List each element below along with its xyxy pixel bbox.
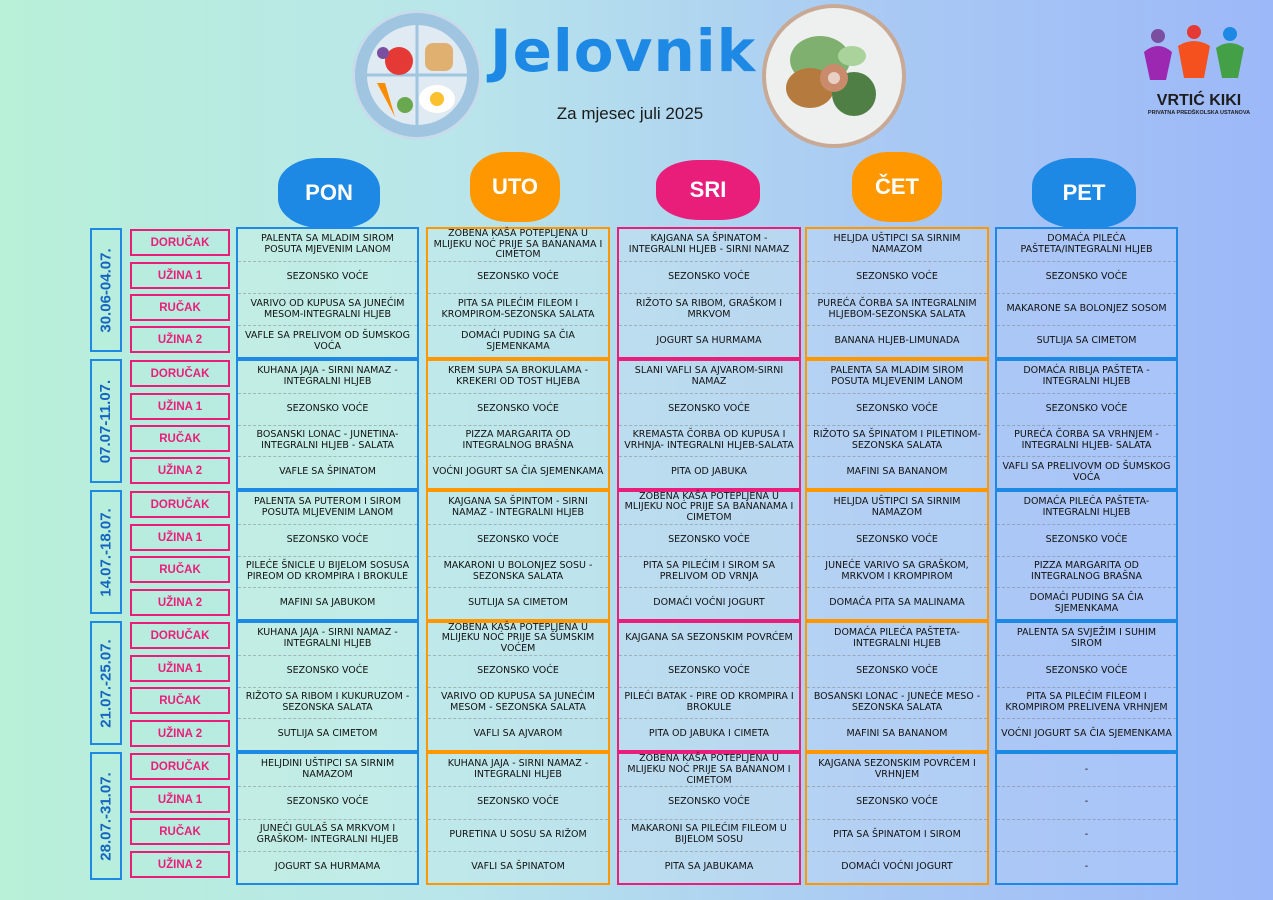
logo-tagline: PRIVATNA PREDŠKOLSKA USTANOVA (1147, 110, 1251, 116)
menu-item-lunch: VARIVO OD KUPUSA SA JUNEĆIM MESOM-INTEGRALNI HLJEB (238, 293, 417, 325)
menu-item-snack-2: SUTLIJA SA CIMETOM (428, 587, 608, 619)
day-header-wed (656, 160, 760, 220)
menu-item-breakfast: KAJGANA SA SEZONSKIM POVRĆEM (625, 632, 793, 644)
meal-label-snack-1: UŽINA 1 (130, 393, 230, 420)
menu-item-snack-2: VAFLI SA ŠPINATOM (428, 851, 608, 883)
menu-item-snack-2: PITA OD JABUKA (619, 456, 799, 488)
menu-item-snack-1: SEZONSKO VOĆE (428, 393, 608, 425)
week-block (236, 490, 419, 621)
menu-item-lunch: PITA SA PILEĆIM FILEOM I KROMPIROM PRELIVENA VRHNJEM (997, 687, 1176, 719)
menu-item-breakfast: PALENTA SA SVJEŽIM I SUHIM SIROM (1016, 626, 1157, 649)
menu-item-breakfast: HELJDA UŠTIPCI SA SIRNIM NAMAZOM (833, 495, 961, 518)
menu-item-snack-1: SEZONSKO VOĆE (238, 524, 417, 556)
meal-label-lunch: RUČAK (130, 556, 230, 583)
menu-item-snack-1: SEZONSKO VOĆE (238, 393, 417, 425)
meal-label-snack-2: UŽINA 2 (130, 720, 230, 747)
week-block (805, 621, 989, 752)
menu-item-snack-1: SEZONSKO VOĆE (428, 261, 608, 293)
menu-item-snack-2: JOGURT SA HURMAMA (238, 851, 417, 883)
menu-item-breakfast: KUHANA JAJA - SIRNI NAMAZ - INTEGRALNI HLJEB (257, 626, 398, 649)
menu-item-lunch: - (997, 819, 1176, 851)
menu-column-fri (995, 227, 1178, 885)
menu-item-breakfast: DOMAĆA PILEĆA PAŠTETA-INTEGRALNI HLJEB (1023, 495, 1150, 518)
menu-item-breakfast: KREM SUPA SA BROKULAMA - KREKERI OD TOST HLJEBA (447, 364, 589, 387)
meal-label-lunch: RUČAK (130, 818, 230, 845)
menu-item-lunch: JUNEĆI GULAŠ SA MRKVOM I GRAŠKOM- INTEGRALNI HLJEB (238, 819, 417, 851)
menu-item-lunch: PUREĆA ČORBA SA INTEGRALNIM HLJEBOM-SEZONSKA SALATA (807, 293, 987, 325)
day-header-fri (1032, 158, 1136, 228)
menu-item-lunch: MAKARONE SA BOLONJEZ SOSOM (997, 293, 1176, 325)
menu-column-tue (426, 227, 610, 885)
meal-label-breakfast: DORUČAK (130, 622, 230, 649)
week-block (995, 752, 1178, 885)
menu-item-snack-1: SEZONSKO VOĆE (997, 655, 1176, 687)
menu-item-lunch: KREMASTA ČORBA OD KUPUSA I VRHNJA- INTEGRALNI HLJEB-SALATA (619, 425, 799, 457)
menu-item-snack-2: JOGURT SA HURMAMA (619, 325, 799, 357)
week-range: 21.07.-25.07. (97, 638, 115, 728)
menu-item-snack-1: SEZONSKO VOĆE (428, 524, 608, 556)
day-header-mon (278, 158, 380, 228)
menu-item-breakfast: DOMAĆA PILEĆA PAŠTETA-INTEGRALNI HLJEB (834, 626, 960, 649)
day-header-thu (852, 152, 942, 222)
week-block (617, 359, 801, 490)
week-range: 14.07.-18.07. (97, 507, 115, 597)
day-label: PON (305, 180, 353, 205)
week-label (90, 490, 122, 614)
meal-label-breakfast: DORUČAK (130, 360, 230, 387)
meal-label-lunch: RUČAK (130, 687, 230, 714)
menu-item-lunch: PUREĆA ČORBA SA VRHNJEM - INTEGRALNI HLJEB- SALATA (997, 425, 1176, 457)
menu-item-breakfast: PALENTA SA MLADIM SIROM POSUTA MLJEVENIM LANOM (830, 364, 964, 387)
menu-item-snack-1: SEZONSKO VOĆE (619, 655, 799, 687)
logo-name: VRTIĆ KIKI (1156, 92, 1242, 109)
menu-item-snack-2: DOMAĆA PITA SA MALINAMA (807, 587, 987, 619)
week-label (90, 752, 122, 880)
menu-item-snack-2: MAFINI SA BANANOM (807, 718, 987, 750)
menu-item-breakfast: PALENTA SA PUTEROM I SIROM POSUTA MLJEVENIM LANOM (253, 495, 402, 518)
menu-item-snack-2: VOĆNI JOGURT SA ČIA SJEMENKAMA (428, 456, 608, 488)
menu-item-lunch: PIZZA MARGARITA OD INTEGRALNOG BRAŠNA (997, 556, 1176, 588)
menu-column-thu (805, 227, 989, 885)
menu-item-snack-1: SEZONSKO VOĆE (619, 261, 799, 293)
menu-item-snack-1: SEZONSKO VOĆE (807, 261, 987, 293)
menu-item-snack-1: SEZONSKO VOĆE (619, 524, 799, 556)
week-block (805, 752, 989, 885)
week-block (426, 359, 610, 490)
menu-item-snack-1: SEZONSKO VOĆE (997, 261, 1176, 293)
menu-item-lunch: MAKARONI U BOLONJEZ SOSU - SEZONSKA SALATA (428, 556, 608, 588)
meal-label-snack-2: UŽINA 2 (130, 457, 230, 484)
week-block (617, 752, 801, 885)
week-range: 30.06-04.07. (97, 247, 115, 333)
menu-item-snack-1: SEZONSKO VOĆE (997, 524, 1176, 556)
menu-item-lunch: BOSANSKI LONAC - JUNEĆE MESO - SEZONSKA SALATA (807, 687, 987, 719)
menu-item-breakfast: KAJGANA SA ŠPINTOM - SIRNI NAMAZ - INTEGRALNI HLJEB (448, 495, 588, 518)
week-block (995, 490, 1178, 621)
menu-item-snack-2: DOMAĆI VOĆNI JOGURT (619, 587, 799, 619)
menu-item-snack-2: PITA SA JABUKAMA (619, 851, 799, 883)
meal-label-snack-1: UŽINA 1 (130, 524, 230, 551)
page-title: Jelovnik (490, 17, 757, 85)
menu-item-lunch: PURETINA U SOSU SA RIŽOM (428, 819, 608, 851)
menu-item-snack-1: SEZONSKO VOĆE (807, 524, 987, 556)
menu-item-snack-2: DOMAĆI PUDING SA ČIA SJEMENKAMA (997, 587, 1176, 619)
week-label (90, 359, 122, 483)
menu-item-snack-2: VAFLE SA PRELIVOM OD ŠUMSKOG VOĆA (238, 325, 417, 357)
menu-item-breakfast: ZOBENA KAŠA POTEPLJENA U MLIJEKU NOĆ PRIJE SA BANANAMA I CIMETOM (624, 490, 794, 524)
menu-item-snack-1: SEZONSKO VOĆE (428, 655, 608, 687)
menu-item-lunch: PIZZA MARGARITA OD INTEGRALNOG BRAŠNA (428, 425, 608, 457)
menu-item-lunch: PITA SA PILEĆIM I SIROM SA PRELIVOM OD VRNJA (619, 556, 799, 588)
menu-item-snack-2: MAFINI SA BANANOM (807, 456, 987, 488)
menu-item-snack-1: SEZONSKO VOĆE (238, 786, 417, 818)
day-label: UTO (491, 174, 539, 199)
menu-item-lunch: PITA SA ŠPINATOM I SIROM (807, 819, 987, 851)
menu-item-snack-1: - (997, 786, 1176, 818)
menu-column-wed (617, 227, 801, 885)
menu-item-snack-2: VAFLI SA AJVAROM (428, 718, 608, 750)
menu-item-snack-1: SEZONSKO VOĆE (428, 786, 608, 818)
menu-item-snack-2: BANANA HLJEB-LIMUNADA (807, 325, 987, 357)
page-subtitle: Za mjesec juli 2025 (556, 104, 704, 123)
menu-item-snack-2: VOĆNI JOGURT SA ČIA SJEMENKAMA (997, 718, 1176, 750)
menu-item-breakfast: ZOBENA KAŠA POTEPLJENA U MLIJEKU NOĆ PRIJE SA BANANAMA I CIMETOM (433, 227, 603, 261)
week-block (236, 752, 419, 885)
meal-label-breakfast: DORUČAK (130, 229, 230, 256)
menu-item-snack-1: SEZONSKO VOĆE (238, 655, 417, 687)
menu-item-snack-1: SEZONSKO VOĆE (807, 786, 987, 818)
week-block (426, 227, 610, 359)
menu-item-snack-2: VAFLE SA ŠPINATOM (238, 456, 417, 488)
menu-item-breakfast: DOMAĆA PILEĆA PAŠTETA/INTEGRALNI HLJEB (1020, 233, 1153, 255)
menu-item-breakfast: KAJGANA SEZONSKIM POVRĆEM I VRHNJEM (818, 758, 976, 781)
meal-label-snack-1: UŽINA 1 (130, 262, 230, 289)
menu-column-mon (236, 227, 419, 885)
week-range: 28.07.-31.07. (97, 771, 115, 861)
menu-item-breakfast: - (1084, 763, 1089, 775)
menu-item-breakfast: DOMAĆA RIBLJA PAŠTETA - INTEGRALNI HLJEB (1023, 364, 1150, 387)
week-block (617, 621, 801, 752)
meal-label-breakfast: DORUČAK (130, 753, 230, 780)
week-block (995, 227, 1178, 359)
week-block (617, 490, 801, 621)
week-block (236, 359, 419, 490)
week-block (426, 621, 610, 752)
menu-item-breakfast: PALENTA SA MLADIM SIROM POSUTA MJEVENIM LANOM (261, 233, 394, 255)
day-label: SRI (689, 177, 727, 202)
menu-item-breakfast: ZOBENA KAŠA POTEPLJENA U MLIJEKU NOĆ PRIJE SA ŠUMSKIM VOĆEM (441, 621, 595, 655)
week-block (426, 490, 610, 621)
week-label (90, 621, 122, 745)
meal-label-snack-1: UŽINA 1 (130, 786, 230, 813)
day-label: PET (1062, 180, 1106, 205)
menu-item-breakfast: HELJDINI UŠTIPCI SA SIRNIM NAMAZOM (260, 758, 395, 781)
menu-item-snack-2: MAFINI SA JABUKOM (238, 587, 417, 619)
menu-item-lunch: BOSANSKI LONAC - JUNETINA-INTEGRALNI HLJEB - SALATA (238, 425, 417, 457)
menu-item-snack-1: SEZONSKO VOĆE (807, 655, 987, 687)
menu-item-breakfast: KUHANA JAJA - SIRNI NAMAZ - INTEGRALNI HLJEB (257, 364, 398, 387)
meal-label-snack-1: UŽINA 1 (130, 655, 230, 682)
week-block (995, 621, 1178, 752)
menu-item-snack-2: - (997, 851, 1176, 883)
menu-item-breakfast: KUHANA JAJA - SIRNI NAMAZ - INTEGRALNI HLJEB (447, 758, 589, 781)
menu-item-snack-1: SEZONSKO VOĆE (619, 786, 799, 818)
week-block (236, 621, 419, 752)
week-block (995, 359, 1178, 490)
week-block (805, 359, 989, 490)
menu-item-snack-1: SEZONSKO VOĆE (997, 393, 1176, 425)
menu-item-snack-2: DOMAĆI PUDING SA ČIA SJEMENKAMA (428, 325, 608, 357)
day-label: ČET (875, 174, 919, 199)
menu-item-lunch: PILEĆI BATAK - PIRE OD KROMPIRA I BROKULE (619, 687, 799, 719)
meal-label-snack-2: UŽINA 2 (130, 589, 230, 616)
menu-item-lunch: JUNEĆE VARIVO SA GRAŠKOM, MRKVOM I KROMPIROM (807, 556, 987, 588)
menu-item-snack-2: DOMAĆI VOĆNI JOGURT (807, 851, 987, 883)
menu-item-breakfast: HELJDA UŠTIPCI SA SIRNIM NAMAZOM (833, 233, 961, 255)
meal-label-snack-2: UŽINA 2 (130, 851, 230, 878)
menu-item-lunch: PILEĆE ŠNICLE U BIJELOM SOSUSA PIREOM OD KROMPIRA I BROKULE (238, 556, 417, 588)
week-range: 07.07-11.07. (97, 379, 115, 463)
menu-item-breakfast: SLANI VAFLI SA AJVAROM-SIRNI NAMAZ (634, 364, 784, 387)
day-header-tue (470, 152, 560, 222)
menu-item-snack-1: SEZONSKO VOĆE (807, 393, 987, 425)
week-block (236, 227, 419, 359)
menu-item-snack-2: SUTLIJA SA CIMETOM (238, 718, 417, 750)
week-block (805, 490, 989, 621)
salad-plate-illustration (762, 4, 906, 148)
meal-label-snack-2: UŽINA 2 (130, 326, 230, 353)
menu-item-snack-2: SUTLIJA SA CIMETOM (997, 325, 1176, 357)
week-block (617, 227, 801, 359)
menu-item-breakfast: KAJGANA SA ŠPINATOM - INTEGRALNI HLJEB - SIRNI NAMAZ (628, 233, 790, 255)
menu-item-snack-1: SEZONSKO VOĆE (238, 261, 417, 293)
meal-label-lunch: RUČAK (130, 425, 230, 452)
menu-item-lunch: RIŽOTO SA RIBOM, GRAŠKOM I MRKVOM (619, 293, 799, 325)
week-label (90, 228, 122, 352)
menu-item-lunch: MAKARONI SA PILEĆIM FILEOM U BIJELOM SOSU (619, 819, 799, 851)
menu-item-snack-1: SEZONSKO VOĆE (619, 393, 799, 425)
meal-label-breakfast: DORUČAK (130, 491, 230, 518)
menu-item-breakfast: ZOBENA KAŠA POTEPLJENA U MLIJEKU NOĆ PRIJE SA BANANOM I CIMETOM (627, 752, 791, 786)
menu-item-snack-2: VAFLI SA PRELIVOVM OD ŠUMSKOG VOĆA (997, 456, 1176, 488)
meal-label-lunch: RUČAK (130, 294, 230, 321)
menu-item-lunch: VARIVO OD KUPUSA SA JUNEĆIM MESOM - SEZONSKA SALATA (428, 687, 608, 719)
menu-item-snack-2: PITA OD JABUKA I CIMETA (619, 718, 799, 750)
menu-item-lunch: RIŽOTO SA RIBOM I KUKURUZOM - SEZONSKA SALATA (238, 687, 417, 719)
menu-item-lunch: RIŽOTO SA ŠPINATOM I PILETINOM-SEZONSKA SALATA (807, 425, 987, 457)
menu-item-lunch: PITA SA PILEĆIM FILEOM I KROMPIROM-SEZONSKA SALATA (428, 293, 608, 325)
week-block (805, 227, 989, 359)
week-block (426, 752, 610, 885)
food-plate-illustration (352, 10, 482, 140)
